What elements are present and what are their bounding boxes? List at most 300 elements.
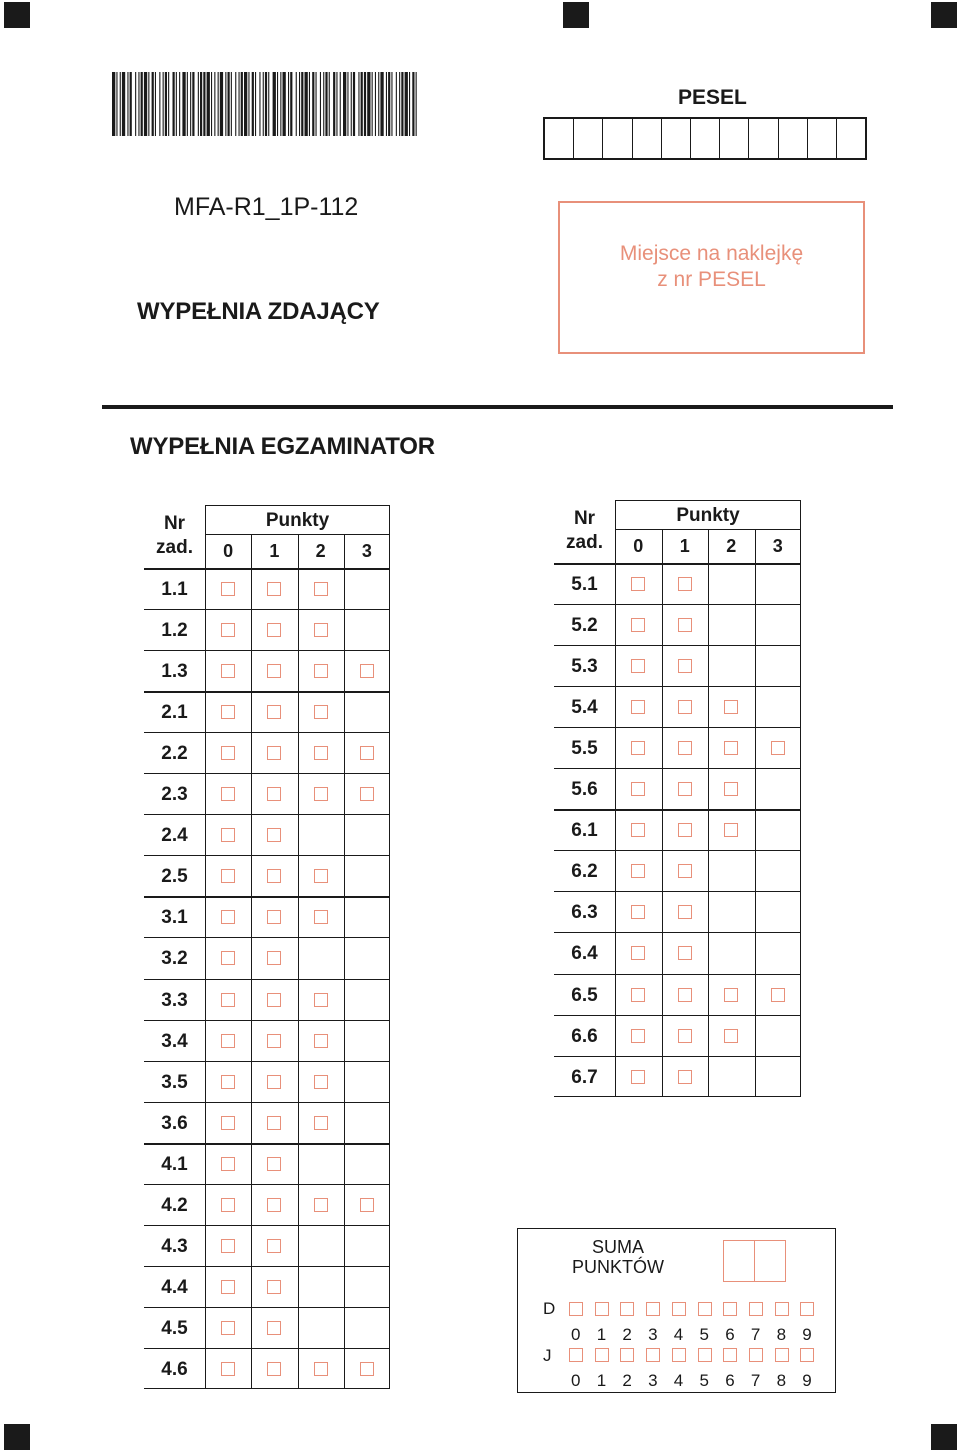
- score-checkbox[interactable]: [678, 782, 692, 796]
- score-checkbox[interactable]: [221, 1198, 235, 1212]
- summary-digit-checkbox[interactable]: [698, 1348, 712, 1362]
- task-number: 2.5: [161, 866, 188, 888]
- barcode-bar: [320, 72, 321, 136]
- score-checkbox[interactable]: [314, 993, 328, 1007]
- grid-line: [615, 500, 616, 1097]
- point-value-header: 0: [633, 536, 644, 556]
- barcode-bar: [263, 72, 264, 136]
- score-checkbox[interactable]: [631, 946, 645, 960]
- task-number: 4.2: [161, 1194, 188, 1216]
- score-checkbox[interactable]: [631, 782, 645, 796]
- score-checkbox[interactable]: [267, 1280, 281, 1294]
- barcode-bar: [168, 72, 169, 136]
- task-number: 5.6: [571, 779, 598, 801]
- grid-line: [554, 768, 801, 769]
- barcode-bar: [391, 72, 392, 136]
- summary-digit-checkbox[interactable]: [800, 1348, 814, 1362]
- task-number: 2.4: [161, 825, 188, 847]
- grid-line: [662, 529, 663, 1097]
- barcode-bar: [296, 72, 297, 136]
- summary-digit-checkbox[interactable]: [646, 1302, 660, 1316]
- barcode-bar: [138, 72, 139, 136]
- grid-line: [144, 1307, 390, 1308]
- zad-label: zad.: [156, 537, 193, 558]
- pesel-digit-box[interactable]: [779, 119, 808, 158]
- summary-digit-checkbox[interactable]: [595, 1302, 609, 1316]
- barcode-bar: [116, 72, 117, 136]
- barcode-bar: [203, 72, 205, 136]
- total-score-input[interactable]: [723, 1240, 786, 1282]
- score-checkbox[interactable]: [678, 905, 692, 919]
- barcode-bar: [173, 72, 175, 136]
- score-checkbox[interactable]: [267, 582, 281, 596]
- score-checkbox[interactable]: [314, 664, 328, 678]
- section-divider: [102, 405, 893, 409]
- pesel-digit-box[interactable]: [749, 119, 778, 158]
- grid-line: [755, 529, 756, 1097]
- score-checkbox[interactable]: [267, 910, 281, 924]
- score-checkbox[interactable]: [360, 1198, 374, 1212]
- grid-line: [554, 1015, 801, 1016]
- score-checkbox[interactable]: [678, 741, 692, 755]
- summary-digit-checkbox[interactable]: [698, 1302, 712, 1316]
- grid-line: [554, 809, 801, 811]
- score-checkbox[interactable]: [314, 582, 328, 596]
- grid-line: [144, 855, 390, 856]
- score-checkbox[interactable]: [724, 988, 738, 1002]
- pesel-digit-box[interactable]: [808, 119, 837, 158]
- barcode-bar: [309, 72, 310, 136]
- score-checkbox[interactable]: [221, 993, 235, 1007]
- score-checkbox[interactable]: [221, 869, 235, 883]
- barcode-bar: [401, 72, 403, 136]
- score-checkbox[interactable]: [631, 618, 645, 632]
- point-value-header: 3: [772, 536, 783, 556]
- score-checkbox[interactable]: [678, 659, 692, 673]
- units-row-label: J: [543, 1346, 552, 1365]
- score-checkbox[interactable]: [678, 618, 692, 632]
- summary-digit-checkbox[interactable]: [620, 1302, 634, 1316]
- task-number: 5.3: [571, 656, 598, 678]
- score-checkbox[interactable]: [314, 1034, 328, 1048]
- grid-line: [144, 773, 390, 774]
- summary-digit-label: 7: [750, 1371, 761, 1390]
- score-checkbox[interactable]: [771, 741, 785, 755]
- score-checkbox[interactable]: [678, 988, 692, 1002]
- summary-digit-checkbox[interactable]: [672, 1348, 686, 1362]
- grid-line: [144, 650, 390, 651]
- barcode-bar: [130, 72, 132, 136]
- summary-digit-label: 0: [571, 1371, 581, 1390]
- score-checkbox[interactable]: [724, 823, 738, 837]
- summary-digit-checkbox[interactable]: [749, 1302, 763, 1316]
- grid-line: [708, 529, 709, 1097]
- summary-digit-label: 4: [673, 1371, 684, 1390]
- grid-line: [144, 1348, 390, 1349]
- score-checkbox[interactable]: [771, 988, 785, 1002]
- barcode-bar: [163, 72, 164, 136]
- score-checkbox[interactable]: [221, 582, 235, 596]
- score-checkbox[interactable]: [678, 823, 692, 837]
- barcode-bar: [252, 72, 254, 136]
- summary-digit-checkbox[interactable]: [775, 1348, 789, 1362]
- point-value-header: 1: [269, 541, 280, 561]
- grid-line: [144, 1388, 390, 1389]
- score-checkbox[interactable]: [724, 700, 738, 714]
- points-label: Punkty: [676, 505, 740, 526]
- barcode-bar: [144, 72, 147, 136]
- barcode-bar: [288, 72, 289, 136]
- summary-digit-label: 1: [596, 1325, 607, 1344]
- barcode-bar: [347, 72, 348, 136]
- summary-digit-label: 5: [699, 1371, 709, 1390]
- pesel-digit-box[interactable]: [662, 119, 691, 158]
- corner-marker-bottom-right: [931, 1424, 957, 1450]
- task-number: 6.5: [571, 984, 598, 1006]
- score-checkbox[interactable]: [724, 1029, 738, 1043]
- grid-line: [800, 500, 801, 1097]
- summary-digit-checkbox[interactable]: [569, 1348, 583, 1362]
- score-checkbox[interactable]: [314, 1075, 328, 1089]
- score-checkbox[interactable]: [267, 869, 281, 883]
- summary-digit-checkbox[interactable]: [646, 1348, 660, 1362]
- task-number: 4.5: [161, 1317, 188, 1339]
- barcode-bar: [179, 72, 180, 136]
- task-number: 6.1: [571, 820, 598, 842]
- score-checkbox[interactable]: [221, 910, 235, 924]
- score-checkbox[interactable]: [221, 623, 235, 637]
- score-checkbox[interactable]: [221, 1034, 235, 1048]
- barcode-bar: [218, 72, 219, 136]
- score-checkbox[interactable]: [631, 741, 645, 755]
- score-checkbox[interactable]: [221, 1075, 235, 1089]
- barcode-bar: [255, 72, 256, 136]
- barcode-bar: [225, 72, 226, 136]
- task-number: 3.3: [161, 989, 188, 1011]
- score-checkbox[interactable]: [267, 1239, 281, 1253]
- summary-digit-label: 3: [648, 1325, 658, 1344]
- grid-line: [144, 732, 390, 733]
- barcode-bar: [367, 72, 370, 136]
- score-checkbox[interactable]: [631, 905, 645, 919]
- grid-line: [144, 896, 390, 898]
- score-summary: [517, 1228, 836, 1393]
- task-number: 1.3: [161, 661, 188, 683]
- score-checkbox[interactable]: [221, 787, 235, 801]
- pesel-digit-box[interactable]: [603, 119, 632, 158]
- barcode-bar: [277, 72, 278, 136]
- summary-digit-checkbox[interactable]: [620, 1348, 634, 1362]
- score-checkbox[interactable]: [678, 700, 692, 714]
- score-checkbox[interactable]: [314, 910, 328, 924]
- grid-line: [144, 1061, 390, 1062]
- score-checkbox[interactable]: [314, 705, 328, 719]
- barcode-bar: [187, 72, 188, 136]
- summary-digit-label: 9: [802, 1371, 812, 1390]
- task-number: 5.5: [571, 738, 598, 760]
- task-number: 3.6: [161, 1112, 188, 1134]
- summary-digit-checkbox[interactable]: [723, 1348, 737, 1362]
- point-value-header: 3: [361, 541, 372, 561]
- score-checkbox[interactable]: [267, 746, 281, 760]
- score-checkbox[interactable]: [267, 664, 281, 678]
- summary-digit-label: 0: [571, 1325, 581, 1344]
- grid-line: [144, 979, 390, 980]
- barcode-bar: [388, 72, 390, 136]
- summary-digit-checkbox[interactable]: [672, 1302, 686, 1316]
- task-number: 4.1: [161, 1153, 188, 1175]
- corner-marker-bottom-left: [4, 1424, 30, 1450]
- grid-line: [554, 645, 801, 646]
- score-checkbox[interactable]: [221, 746, 235, 760]
- summary-digit-label: 8: [776, 1325, 787, 1344]
- summary-digit-label: 7: [750, 1325, 761, 1344]
- barcode-bar: [399, 72, 400, 136]
- score-checkbox[interactable]: [631, 1070, 645, 1084]
- score-checkbox[interactable]: [267, 1321, 281, 1335]
- grid-line: [554, 604, 801, 605]
- grid-line: [554, 974, 801, 975]
- task-number: 2.2: [161, 743, 188, 765]
- score-checkbox[interactable]: [267, 1362, 281, 1376]
- nr-label: Nr: [573, 508, 596, 529]
- barcode-bar: [336, 72, 337, 136]
- grid-line: [615, 500, 801, 501]
- score-checkbox[interactable]: [267, 787, 281, 801]
- barcode-bar: [155, 72, 156, 136]
- grid-line: [344, 534, 345, 1389]
- barcode-bar: [329, 72, 330, 136]
- barcode-bar: [248, 72, 249, 136]
- score-checkbox[interactable]: [314, 746, 328, 760]
- score-checkbox[interactable]: [360, 746, 374, 760]
- score-checkbox[interactable]: [267, 1116, 281, 1130]
- corner-marker-top-center: [563, 2, 589, 28]
- corner-marker-top-right: [931, 2, 957, 28]
- barcode-bar: [343, 72, 346, 136]
- score-checkbox[interactable]: [314, 1198, 328, 1212]
- score-checkbox[interactable]: [631, 1029, 645, 1043]
- score-checkbox[interactable]: [267, 623, 281, 637]
- task-number: 4.4: [161, 1276, 188, 1298]
- grid-line: [554, 563, 801, 565]
- task-number: 1.2: [161, 620, 188, 642]
- task-number: 6.4: [571, 943, 598, 965]
- score-checkbox[interactable]: [631, 700, 645, 714]
- summary-digit-label: 9: [802, 1325, 812, 1344]
- point-value-header: 2: [726, 536, 737, 556]
- candidate-heading: WYPEŁNIA ZDAJĄCY: [137, 298, 380, 325]
- summary-digit-label: 4: [673, 1325, 684, 1344]
- summary-digit-label: 2: [622, 1371, 632, 1390]
- pesel-digit-box[interactable]: [691, 119, 720, 158]
- barcode-bar: [135, 72, 136, 136]
- sticker-text-line1: Miejsce na naklejkę: [619, 242, 804, 265]
- score-checkbox[interactable]: [221, 1280, 235, 1294]
- barcode: [112, 72, 420, 136]
- score-checkbox[interactable]: [678, 577, 692, 591]
- tens-row-label: D: [543, 1299, 556, 1318]
- grid-line: [554, 686, 801, 687]
- summary-digit-label: 8: [776, 1371, 787, 1390]
- point-value-header: 1: [679, 536, 690, 556]
- task-number: 3.5: [161, 1071, 188, 1093]
- pesel-digit-box[interactable]: [837, 119, 865, 158]
- grid-line: [554, 1056, 801, 1057]
- score-checkbox[interactable]: [631, 864, 645, 878]
- score-checkbox[interactable]: [221, 1362, 235, 1376]
- pesel-digit-box[interactable]: [720, 119, 749, 158]
- score-checkbox[interactable]: [267, 993, 281, 1007]
- task-number: 6.7: [571, 1066, 598, 1088]
- barcode-bar: [323, 72, 324, 136]
- barcode-bar: [190, 72, 191, 136]
- sticker-text-line2: z nr PESEL: [657, 268, 766, 291]
- pesel-input[interactable]: [543, 117, 867, 160]
- barcode-bar: [358, 72, 359, 136]
- score-checkbox[interactable]: [678, 1029, 692, 1043]
- score-checkbox[interactable]: [267, 951, 281, 965]
- pesel-label: PESEL: [678, 86, 747, 109]
- score-checkbox[interactable]: [724, 741, 738, 755]
- barcode-bar: [351, 72, 352, 136]
- grid-line: [205, 505, 206, 1389]
- barcode-bar: [386, 72, 387, 136]
- task-number: 3.2: [161, 948, 188, 970]
- points-label: Punkty: [265, 510, 330, 531]
- summary-digit-label: 1: [596, 1371, 607, 1390]
- grid-line: [554, 932, 801, 933]
- task-number: 6.6: [571, 1025, 598, 1047]
- score-checkbox[interactable]: [267, 1198, 281, 1212]
- task-number: 2.1: [161, 702, 188, 724]
- barcode-bar: [152, 72, 154, 136]
- score-checkbox[interactable]: [314, 787, 328, 801]
- score-checkbox[interactable]: [360, 1362, 374, 1376]
- score-checkbox[interactable]: [631, 577, 645, 591]
- score-checkbox[interactable]: [678, 1070, 692, 1084]
- grid-line: [554, 1096, 801, 1097]
- score-checkbox[interactable]: [631, 659, 645, 673]
- barcode-bar: [198, 72, 199, 136]
- barcode-bar: [228, 72, 230, 136]
- barcode-bar: [207, 72, 210, 136]
- summary-digit-checkbox[interactable]: [595, 1348, 609, 1362]
- grid-line: [554, 891, 801, 892]
- score-checkbox[interactable]: [221, 1157, 235, 1171]
- score-checkbox[interactable]: [724, 782, 738, 796]
- exam-code: MFA-R1_1P-112: [174, 193, 359, 221]
- barcode-bar: [239, 72, 240, 136]
- grid-line: [554, 727, 801, 728]
- score-checkbox[interactable]: [221, 828, 235, 842]
- barcode-bar: [283, 72, 286, 136]
- barcode-bar: [361, 72, 363, 136]
- barcode-bar: [182, 72, 185, 136]
- barcode-bar: [301, 72, 303, 136]
- score-checkbox[interactable]: [221, 1116, 235, 1130]
- summary-label: SUMA PUNKTÓW: [572, 1237, 664, 1277]
- barcode-bar: [378, 72, 379, 136]
- barcode-bar: [299, 72, 300, 136]
- barcode-bar: [412, 72, 414, 136]
- pesel-digit-box[interactable]: [633, 119, 662, 158]
- summary-digit-checkbox[interactable]: [723, 1302, 737, 1316]
- score-checkbox[interactable]: [314, 1116, 328, 1130]
- grid-line: [144, 609, 390, 610]
- barcode-bar: [409, 72, 410, 136]
- barcode-bar: [364, 72, 366, 136]
- score-checkbox[interactable]: [221, 1239, 235, 1253]
- score-checkbox[interactable]: [221, 951, 235, 965]
- zad-label: zad.: [566, 532, 603, 553]
- barcode-bar: [325, 72, 327, 136]
- point-value-header: 2: [315, 541, 326, 561]
- barcode-bar: [200, 72, 202, 136]
- barcode-bar: [241, 72, 243, 136]
- score-checkbox[interactable]: [631, 988, 645, 1002]
- task-number: 4.6: [161, 1358, 188, 1380]
- barcode-bar: [141, 72, 143, 136]
- grid-line: [144, 1102, 390, 1103]
- score-checkbox[interactable]: [267, 828, 281, 842]
- task-number: 4.3: [161, 1235, 188, 1257]
- grid-line: [144, 1266, 390, 1267]
- summary-digit-checkbox[interactable]: [569, 1302, 583, 1316]
- barcode-bar: [148, 72, 149, 136]
- score-checkbox[interactable]: [314, 1362, 328, 1376]
- score-checkbox[interactable]: [360, 787, 374, 801]
- point-value-header: 0: [223, 541, 234, 561]
- barcode-bar: [165, 72, 167, 136]
- barcode-bar: [375, 72, 376, 136]
- score-checkbox[interactable]: [221, 1321, 235, 1335]
- score-checkbox[interactable]: [221, 705, 235, 719]
- score-checkbox[interactable]: [221, 664, 235, 678]
- pesel-digit-box[interactable]: [574, 119, 603, 158]
- barcode-bar: [312, 72, 314, 136]
- grid-line: [205, 505, 390, 506]
- grid-line: [554, 850, 801, 851]
- pesel-sticker-area: [558, 201, 865, 354]
- pesel-digit-box[interactable]: [545, 119, 574, 158]
- score-checkbox[interactable]: [267, 1157, 281, 1171]
- score-checkbox[interactable]: [267, 1075, 281, 1089]
- score-checkbox[interactable]: [360, 664, 374, 678]
- score-checkbox[interactable]: [314, 623, 328, 637]
- summary-digit-label: 6: [725, 1371, 735, 1390]
- barcode-bar: [353, 72, 355, 136]
- barcode-bar: [273, 72, 276, 136]
- score-checkbox[interactable]: [631, 823, 645, 837]
- barcode-bar: [120, 72, 121, 136]
- summary-digit-checkbox[interactable]: [749, 1348, 763, 1362]
- summary-digit-checkbox[interactable]: [800, 1302, 814, 1316]
- barcode-bar: [231, 72, 232, 136]
- score-checkbox[interactable]: [267, 1034, 281, 1048]
- score-table-left: [144, 505, 390, 1389]
- score-checkbox[interactable]: [678, 946, 692, 960]
- score-checkbox[interactable]: [314, 869, 328, 883]
- task-number: 5.2: [571, 615, 598, 637]
- barcode-bar: [290, 72, 292, 136]
- nr-label: Nr: [163, 513, 186, 534]
- score-checkbox[interactable]: [267, 705, 281, 719]
- summary-digit-checkbox[interactable]: [775, 1302, 789, 1316]
- grid-line: [144, 1143, 390, 1145]
- barcode-bar: [192, 72, 194, 136]
- score-checkbox[interactable]: [678, 864, 692, 878]
